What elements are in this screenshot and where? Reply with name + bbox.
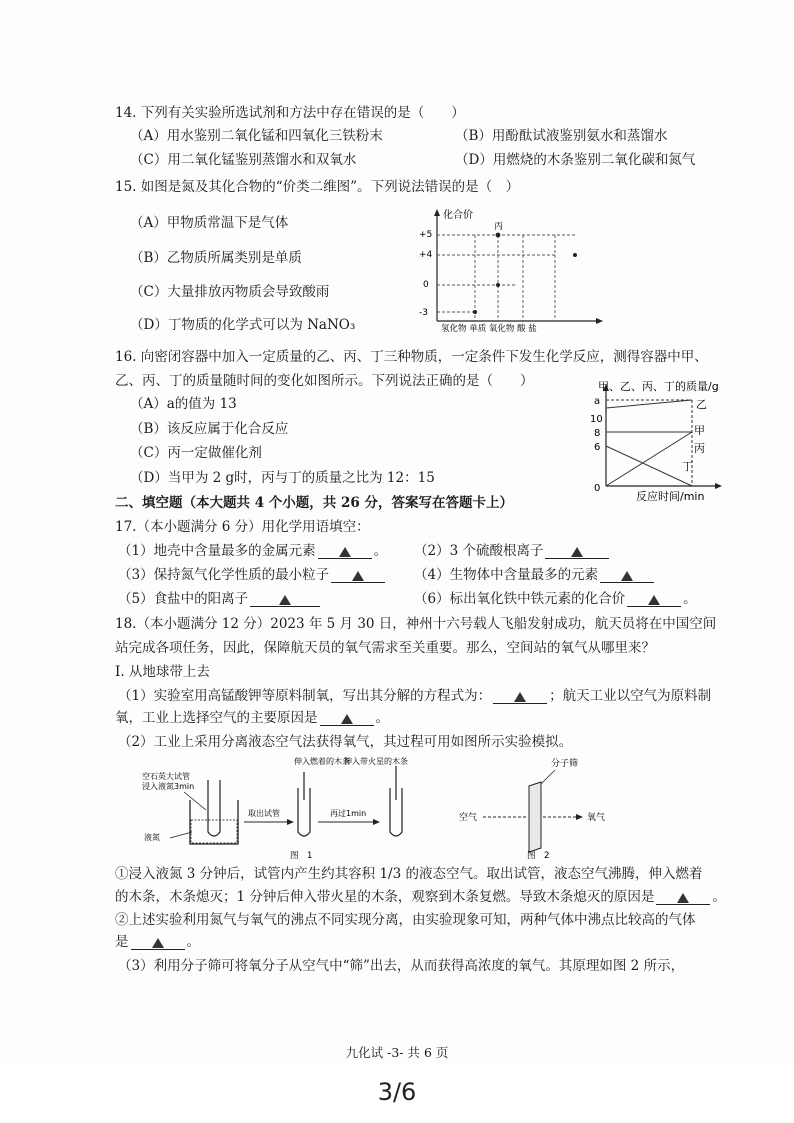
triangle-icon: [152, 938, 164, 948]
q18-circle-1-text: 的木条，木条熄灭；1 分钟后伸入带火星的木条，观察到木条复燃。导致木条熄灭的原因是: [115, 889, 655, 905]
fig1-liquid-nitrogen: [191, 820, 237, 843]
q17-item-4-text: （4）生物体中含量最多的元素: [414, 567, 599, 583]
q18-sub-2: （2）工业上采用分离液态空气法获得氧气，其过程可用如图所示实验模拟。: [118, 734, 573, 750]
fig1-arrow-1-head: [287, 819, 294, 825]
q15-point-bing: [496, 233, 501, 238]
q18-circle-2-text: 是: [115, 934, 129, 950]
q18-sub-1-text-c: 氧，工业上选择空气的主要原因是: [115, 710, 318, 726]
q18-sub-1-cont: [115, 709, 389, 727]
fig2-label-oxygen: 氧气: [587, 813, 606, 823]
q16-ytick-a: a: [594, 396, 601, 407]
fig1-caption: 图 1: [290, 851, 313, 861]
q14-option-c: （C）用二氧化锰鉴别蒸馏水和双氧水: [130, 152, 357, 168]
period: 。: [186, 934, 200, 950]
answer-blank[interactable]: [331, 568, 385, 583]
q15-ytick-1: +5: [419, 230, 433, 240]
answer-blank[interactable]: [250, 592, 320, 607]
q18-sub-1-text-a: （1）实验室用高锰酸钾等原料制氧，写出其分解的方程式为：: [118, 688, 492, 704]
fig1-label-tube: 空石英大试管: [142, 772, 190, 781]
q18-sub-3: （3）利用分子筛可将氧分子从空气中“筛”出去，从而获得高浓度的氧气。其原理如图 2 所示，: [118, 958, 685, 974]
section-2-heading: 二、填空题（本大题共 4 个小题，共 26 分，答案写在答题卡上）: [115, 495, 513, 511]
fig1-leader-2: [170, 832, 192, 838]
answer-blank[interactable]: [627, 592, 681, 607]
q14-option-a: （A）用水鉴别二氧化锰和四氧化三铁粉末: [130, 128, 383, 144]
q15-y-arrow: [434, 209, 440, 216]
triangle-icon: [514, 692, 526, 702]
q14-stem: 14. 下列有关实验所选试剂和方法中存在错误的是（ ）: [115, 105, 465, 121]
q16-series-yi: 乙: [696, 398, 707, 411]
q17-item-6: [414, 590, 697, 608]
answer-blank[interactable]: [318, 544, 372, 559]
triangle-icon: [341, 714, 353, 724]
q17-item-5: [118, 590, 322, 608]
q16-ytick-0: 0: [594, 483, 601, 494]
q17-item-2: [414, 542, 611, 560]
q16-series-jia: 甲: [694, 424, 705, 437]
answer-blank[interactable]: [600, 568, 654, 583]
triangle-icon: [571, 547, 583, 557]
q16-series-bing: 丙: [694, 442, 705, 455]
q15-ytick-3: 0: [423, 280, 429, 290]
triangle-icon: [339, 547, 351, 557]
period: 。: [375, 710, 389, 726]
q18-line-1: 18.（本小题满分 12 分）2023 年 5 月 30 日，神州十六号载人飞船发射成功，航天员将在中国空间: [115, 616, 717, 632]
fig1-test-tube-1: [208, 780, 220, 836]
q15-option-a: （A）甲物质常温下是气体: [130, 215, 289, 231]
q16-mass-time-chart: [588, 378, 754, 502]
fig1-label-soak: 浸入液氮3min: [142, 782, 195, 791]
q18-line-2: 站完成各项任务，因此，保障航天员的氧气需求至关重要。那么，空间站的氧气从哪里来？: [115, 640, 655, 656]
q15-ylabel: 化合价: [443, 210, 473, 221]
q16-series-ding: 丁: [682, 460, 693, 473]
fig1-arrow-2-label: 再过1min: [330, 809, 367, 818]
fig1-arrow-2-head: [373, 819, 380, 825]
q15-option-b: （B）乙物质所属类别是单质: [130, 250, 302, 266]
q17-item-3-text: （3）保持氮气化学性质的最小粒子: [118, 567, 330, 583]
q16-ytick-6: 6: [594, 442, 601, 453]
q14-option-d: （D）用燃烧的木条鉴别二氧化碳和氮气: [455, 152, 696, 168]
triangle-icon: [621, 571, 633, 581]
answer-blank[interactable]: [545, 544, 609, 559]
fig2-arrow-out-head: [576, 814, 583, 820]
q18-part-1-heading: Ⅰ. 从地球带上去: [115, 664, 210, 680]
fig1-label-burning: 伸入燃着的木条: [294, 757, 350, 766]
q17-item-6-text: （6）标出氧化铁中铁元素的化合价: [414, 591, 626, 607]
q16-x-arrow: [715, 483, 722, 489]
q18-sub-1: [118, 687, 711, 705]
q15-ytick-2: +4: [419, 250, 433, 260]
q16-option-c: （C）丙一定做催化剂: [130, 445, 262, 461]
q16-option-a: （A）a的值为 13: [130, 396, 237, 412]
fig1-label-glowing: 伸入带火星的木条: [344, 757, 408, 766]
q17-item-4: [414, 566, 656, 584]
q16-line-yi: [606, 400, 692, 408]
figure-2-molecular-sieve: [455, 752, 635, 864]
q15-valence-chart: [415, 205, 605, 335]
q15-option-d: （D）丁物质的化学式可以为 NaNO₃: [130, 317, 356, 333]
q17-item-3: [118, 566, 387, 584]
period: 。: [683, 591, 697, 607]
q16-option-b: （B）该反应属于化合反应: [130, 421, 289, 437]
q16-ytick-10: 10: [590, 414, 603, 425]
q16-xlabel: 反应时间/min: [636, 490, 705, 502]
q15-point-ding: [573, 253, 577, 257]
q18-circle-1-a: ①浸入液氮 3 分钟后，试管内产生约其容积 1/3 的液态空气。取出试管，液态空气沸腾，伸入燃着: [115, 866, 703, 882]
fig1-label-liquid-n2: 液氮: [144, 833, 160, 842]
q16-stem-2: 乙、丙、丁的质量随时间的变化如图所示。下列说法正确的是（ ）: [115, 373, 534, 389]
q18-circle-2-a: ②上述实验利用氮气与氧气的沸点不同实现分离，由实验现象可知，两种气体中沸点比较高的气体: [115, 912, 696, 928]
period: 。: [373, 543, 388, 559]
q15-stem: 15. 如图是氮及其化合物的“价类二维图”。下列说法错误的是（ ）: [115, 179, 520, 195]
q17-item-1-text: （1）地壳中含量最多的金属元素: [118, 543, 316, 559]
q17-stem: 17.（本小题满分 6 分）用化学用语填空：: [115, 519, 370, 535]
figure-1-experiment: [140, 752, 470, 864]
q15-point-yi: [496, 283, 500, 287]
q17-item-1: [118, 542, 387, 560]
q14-option-b: （B）用酚酞试液鉴别氨水和蒸馏水: [455, 128, 668, 144]
answer-blank[interactable]: [493, 689, 547, 704]
fig1-beaker: [190, 800, 238, 844]
q16-line-ding: [606, 446, 692, 486]
answer-blank[interactable]: [131, 935, 185, 950]
triangle-icon: [677, 893, 689, 903]
answer-blank[interactable]: [320, 711, 374, 726]
fig1-arrow-1-label: 取出试管: [248, 809, 280, 818]
fig2-label-sieve: 分子筛: [551, 759, 579, 769]
page-indicator: 3/6: [377, 1078, 417, 1106]
triangle-icon: [648, 595, 660, 605]
q15-point-label: 丙: [494, 222, 504, 232]
fig2-sieve-panel: [529, 782, 541, 852]
q15-xlabels: 氢化物 单质 氧化物 酸 盐: [441, 324, 537, 334]
q16-line-jia: [606, 432, 692, 486]
triangle-icon: [352, 571, 364, 581]
q17-item-2-text: （2）3 个硫酸根离子: [414, 543, 544, 559]
fig2-label-air: 空气: [459, 813, 478, 823]
q18-circle-1-b: [115, 888, 726, 906]
q17-item-5-text: （5）食盐中的阳离子: [118, 591, 249, 607]
q16-option-d: （D）当甲为 2 g时，丙与丁的质量之比为 12：15: [130, 470, 435, 486]
q15-point-jia: [473, 310, 477, 314]
page-footer: 九化试 -3- 共 6 页: [345, 1045, 449, 1060]
answer-blank[interactable]: [656, 890, 710, 905]
fig2-caption: 图 2: [527, 851, 550, 861]
q18-sub-1-text-b: ；航天工业以空气为原料制: [549, 688, 712, 704]
q18-circle-2-b: [115, 933, 200, 951]
fig1-leader-1: [184, 792, 206, 810]
q15-ytick-4: -3: [419, 308, 428, 318]
q16-ytick-8: 8: [594, 428, 601, 439]
q15-option-c: （C）大量排放丙物质会导致酸雨: [130, 284, 330, 300]
q16-ylabel: 甲、乙、丙、丁的质量/g: [598, 380, 719, 393]
q15-x-arrow: [596, 318, 603, 324]
period: 。: [712, 889, 726, 905]
q16-stem-1: 16. 向密闭容器中加入一定质量的乙、丙、丁三种物质，一定条件下发生化学反应，测得容器中甲、: [115, 349, 708, 365]
triangle-icon: [279, 595, 291, 605]
